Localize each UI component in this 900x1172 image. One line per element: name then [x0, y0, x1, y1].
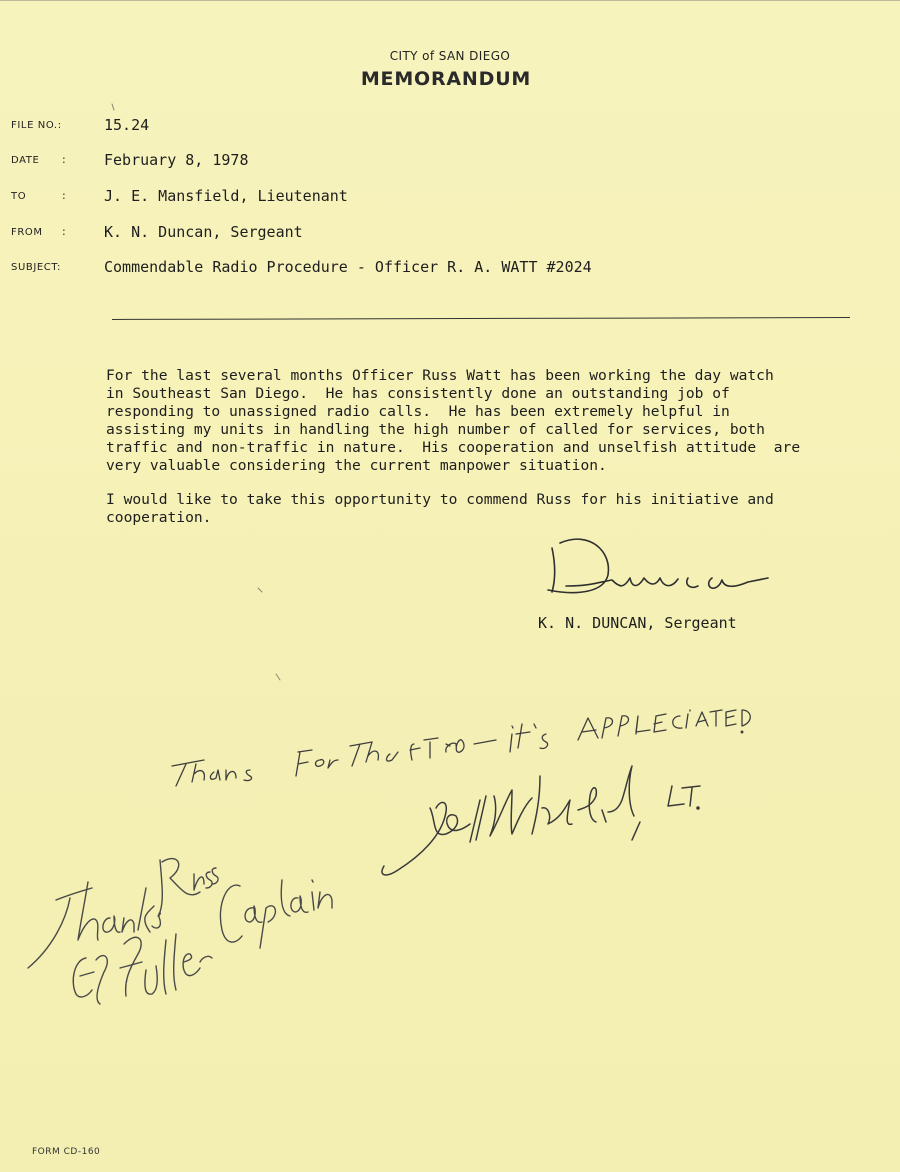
form-number: FORM CD-160 [32, 1147, 101, 1157]
subject-value: Commendable Radio Procedure - Officer R. A. WATT #2024 [104, 258, 592, 276]
body-paragraph-1 [106, 367, 826, 475]
from-colon: : [62, 225, 66, 238]
to-colon: : [62, 189, 66, 202]
to-label: TO [11, 191, 27, 202]
body-line: in Southeast San Diego. He has consistently done an outstanding job of [106, 385, 730, 402]
lieutenant-note [172, 710, 750, 786]
from-label: FROM [11, 227, 43, 238]
from-value: K. N. Duncan, Sergeant [104, 223, 303, 241]
city-heading: CITY of SAN DIEGO [389, 49, 511, 63]
date-colon: : [62, 153, 66, 166]
scan-edge [0, 0, 900, 1]
body-paragraph-2 [106, 491, 826, 527]
date-value: February 8, 1978 [104, 151, 249, 169]
memo-title: MEMORANDUM [360, 68, 532, 90]
lieutenant-signature [382, 766, 700, 875]
body-line: cooperation. [106, 509, 212, 526]
typed-signature-name: K. N. DUNCAN, Sergeant [538, 614, 737, 632]
subject-label: SUBJECT: [11, 262, 61, 273]
body-line: assisting my units in handling the high number of called for services, both [106, 421, 765, 438]
file-no-label: FILE NO.: [11, 120, 62, 131]
body-line: For the last several months Officer Russ Watt has been working the day watch [106, 367, 774, 384]
captain-note [28, 859, 332, 1004]
body-line: traffic and non-traffic in nature. His cooperation and unselfish attitude are [106, 439, 801, 456]
to-value: J. E. Mansfield, Lieutenant [104, 187, 348, 205]
body-line: responding to unassigned radio calls. He has been extremely helpful in [106, 403, 730, 420]
file-no-value: 15.24 [104, 116, 150, 134]
header-divider [112, 317, 850, 320]
body-line: very valuable considering the current manpower situation. [106, 457, 607, 474]
body-line: I would like to take this opportunity to commend Russ for his initiative and [106, 491, 774, 508]
date-label: DATE [11, 155, 40, 166]
duncan-signature [548, 539, 768, 592]
